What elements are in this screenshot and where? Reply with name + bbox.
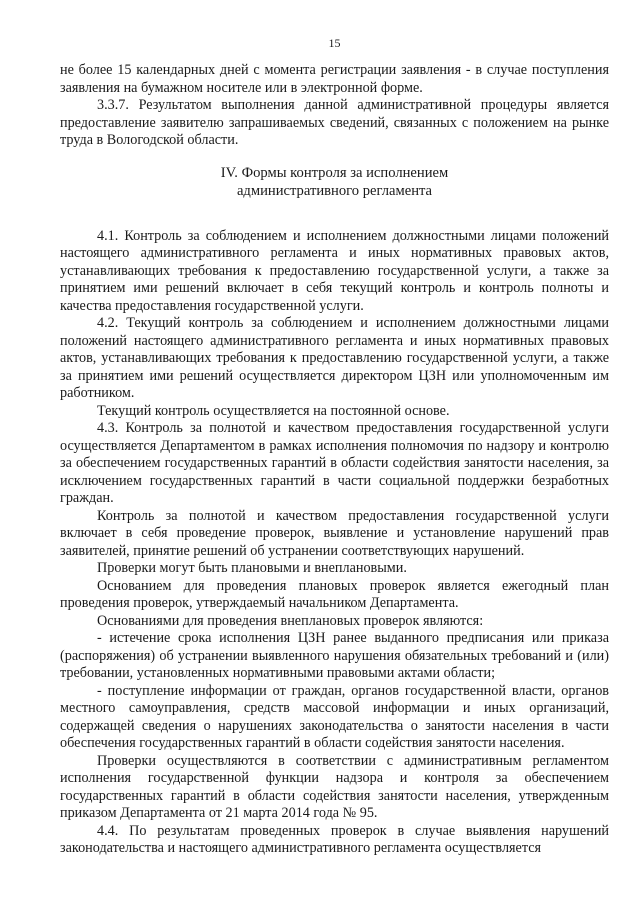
paragraph-intro-continuation: не более 15 календарных дней с момента регистрации заявления - в случае поступления заявления на бумажном носителе или в электронной форме. <box>60 62 609 96</box>
paragraph-control-scope: Контроль за полнотой и качеством предоставления государственной услуги включает в себя проведение проверок, выявление и установление нарушений прав заявителей, принятие решений об устранении соответствующих нарушений. <box>60 507 609 559</box>
section-heading <box>60 164 609 200</box>
paragraph-inspection-types: Проверки могут быть плановыми и внеплановыми. <box>97 560 407 576</box>
spacer <box>60 214 609 228</box>
list-item-deadline: - истечение срока исполнения ЦЗН ранее выданного предписания или приказа (распоряжения) об устранении выявленного нарушения обязательных требований и (или) требовании, установленных нормативными правовыми актами области; <box>60 630 609 681</box>
section-heading-line-1: IV. Формы контроля за исполнением <box>220 164 449 181</box>
paragraph-current-control: Текущий контроль осуществляется на постоянной основе. <box>97 402 450 419</box>
paragraph-unplanned-basis: Основаниями для проведения внеплановых проверок являются: <box>97 612 484 629</box>
paragraph-4-3: 4.3. Контроль за полнотой и качеством предоставления государственной услуги осуществляется Департаментом в рамках исполнения полномочия по надзору и контролю за обеспечением государственных гарантий в области содействия занятости населения, за исключением государственных гарантий в части социальной поддержки безработных граждан. <box>60 420 609 506</box>
paragraph-4-4: 4.4. По результатам проведенных проверок в случае выявления нарушений законодательства и настоящего административного регламента осуществляется <box>60 822 609 856</box>
paragraph-inspections-order: Проверки осуществляются в соответствии с административным регламентом исполнения государственной функции надзора и контроля за обеспечением государственных гарантий в области содействия занятости населения, утвержденным приказом Департамента от 21 марта 2014 года № 95. <box>60 752 609 821</box>
paragraph-4-1: 4.1. Контроль за соблюдением и исполнением должностными лицами положений настоящего административного регламента и иных нормативных правовых актов, устанавливающих требования к предоставлению государственной услуги, а также за принятием ими решений включает в себя текущий контроль и контроль полноты и качества предоставления государственной услуги. <box>60 227 609 314</box>
paragraph-4-2: 4.2. Текущий контроль за соблюдением и исполнением должностными лицами положений настоящего административного регламента и иных нормативных правовых актов, устанавливающих требования к предоставлению государственной услуги, а также за принятием ими решений осуществляется директором ЦЗН или уполномоченным им работником. <box>60 315 609 401</box>
paragraph-planned-basis: Основанием для проведения плановых проверок является ежегодный план проведения проверок, утверждаемый начальником Департамента. <box>60 577 609 611</box>
list-item-information: - поступление информации от граждан, органов государственной власти, органов местного самоуправления, средств массовой информации и иных организаций, содержащей сведения о нарушениях законодательства о занятости населения в части обеспечения государственных гарантий в области содействия занятости населения. <box>60 682 609 751</box>
section-heading-line-2: административного регламента <box>236 182 433 199</box>
paragraph-3-3-7: 3.3.7. Результатом выполнения данной административной процедуры является предоставление заявителю запрашиваемых сведений, связанных с положением на рынке труда в Вологодской области. <box>60 97 609 148</box>
page-number: 15 <box>328 36 341 50</box>
